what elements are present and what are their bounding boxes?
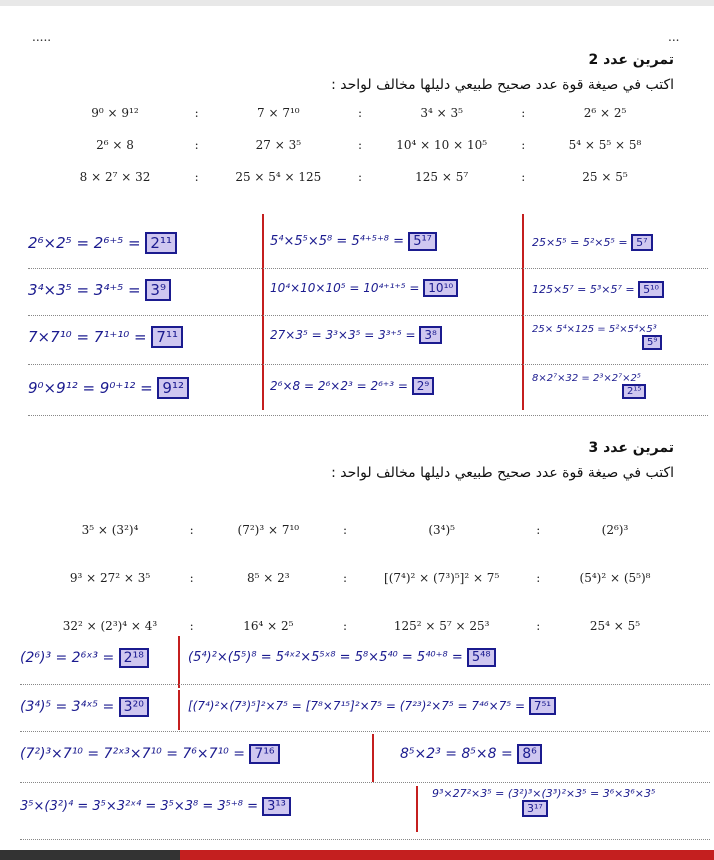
answer-box: 5¹⁷ <box>408 232 437 251</box>
answer-box: 5⁷ <box>631 234 652 251</box>
ex3-answer-right: 8⁵×2³ = 8⁵×8 = 8⁶ <box>400 744 542 764</box>
ex3-answer-left: 3⁵×(3²)⁴ = 3⁵×3²ˣ⁴ = 3⁵×3⁸ = 3⁵⁺⁸ = 3¹³ <box>20 797 291 816</box>
answer-box: 9¹² <box>157 377 189 399</box>
ex3-item: 32² × (2³)⁴ × 4³ <box>62 619 158 633</box>
ex2-row <box>60 170 660 202</box>
ex3-problem-grid <box>50 506 670 650</box>
ex3-item: 8⁵ × 2³ <box>247 571 290 585</box>
ex3-item: 125² × 5⁷ × 25³ <box>393 619 490 633</box>
ex3-row <box>50 554 670 602</box>
ex2-sep: : <box>357 138 363 152</box>
answer-box: 2¹⁵ <box>622 384 646 399</box>
ex2-answer-mid: 27×3⁵ = 3³×3⁵ = 3³⁺⁵ = 3⁸ <box>270 326 442 344</box>
ex2-sep: : <box>357 170 363 184</box>
ex2-sep: : <box>521 106 526 120</box>
ex3-sep: : <box>342 619 348 633</box>
top-dots-left: ..... <box>32 30 52 44</box>
ex2-answer-left: 2⁶×2⁵ = 2⁶⁺⁵ = 2¹¹ <box>28 232 177 254</box>
ex2-sep: : <box>194 138 199 152</box>
answer-box: 7⁵¹ <box>529 697 556 715</box>
ex3-title: تمرين عدد 3 <box>588 440 674 456</box>
ex2-answer-row <box>28 316 708 365</box>
ex2-sep: : <box>521 170 526 184</box>
ex2-sep: : <box>521 138 526 152</box>
ex3-sep: : <box>536 619 541 633</box>
ex2-answer-right: 25× 5⁴×125 = 5²×5⁴×5³ 5⁹ <box>532 324 662 350</box>
ex3-answer-left: (2⁶)³ = 2⁶ˣ³ = 2¹⁸ <box>20 648 149 668</box>
ex2-answer-right: 125×5⁷ = 5³×5⁷ = 5¹⁰ <box>532 281 664 298</box>
answer-box: 2¹¹ <box>145 232 177 254</box>
ex2-sep: : <box>194 106 199 120</box>
ex2-answer-mid: 10⁴×10×10⁵ = 10⁴⁺¹⁺⁵ = 10¹⁰ <box>270 279 458 297</box>
ex2-problem-grid <box>60 106 660 202</box>
ex3-item: (5⁴)² × (5⁵)⁸ <box>579 571 651 585</box>
ex2-item: 25 × 5⁴ × 125 <box>235 170 322 184</box>
ex2-instruction: اكتب في صيغة قوة عدد صحيح طبيعي دليلها مخالف لواحد : <box>331 77 674 93</box>
ex2-row <box>60 138 660 170</box>
ex2-item: 7 × 7¹⁰ <box>257 106 300 120</box>
answer-box: 3⁹ <box>145 279 171 301</box>
answer-box: 3¹³ <box>262 797 291 816</box>
ex2-answer-mid: 5⁴×5⁵×5⁸ = 5⁴⁺⁵⁺⁸ = 5¹⁷ <box>270 232 437 251</box>
ex2-item: 10⁴ × 10 × 10⁵ <box>396 138 488 152</box>
ex2-title: تمرين عدد 2 <box>588 52 674 68</box>
ex3-answer-right: 9³×27²×3⁵ = (3²)³×(3³)²×3⁵ = 3⁶×3⁶×3⁵ 3¹⁷ <box>432 787 656 815</box>
ex3-sep: : <box>536 571 541 585</box>
ex3-sep: : <box>189 523 194 537</box>
ex2-item: 2⁶ × 8 <box>96 138 134 152</box>
ex2-sep: : <box>357 106 363 120</box>
ex2-sep: : <box>194 170 199 184</box>
ex3-sep: : <box>536 523 541 537</box>
ex2-item: 9⁰ × 9¹² <box>91 106 139 120</box>
answer-box: 3⁸ <box>419 326 441 344</box>
answer-box: 2¹⁸ <box>119 648 149 668</box>
ex3-answer-row <box>20 783 710 840</box>
ex3-item: 3⁵ × (3²)⁴ <box>81 523 139 537</box>
ex2-answer-row <box>28 269 708 316</box>
ex2-item: 125 × 5⁷ <box>415 170 469 184</box>
bottom-strip-dark <box>0 850 180 860</box>
ex2-answers <box>28 224 708 416</box>
ex3-sep: : <box>342 523 348 537</box>
answer-box: 5¹⁰ <box>638 281 664 298</box>
ex3-answer-row <box>20 640 710 685</box>
ex2-answer-left: 9⁰×9¹² = 9⁰⁺¹² = 9¹² <box>28 377 189 399</box>
answer-box: 8⁶ <box>517 744 542 764</box>
ex3-answer-left: (3⁴)⁵ = 3⁴ˣ⁵ = 3²⁰ <box>20 697 149 717</box>
top-dots-right: ... <box>668 30 680 44</box>
answer-box: 3²⁰ <box>119 697 149 717</box>
ex2-answer-row <box>28 365 708 416</box>
ex3-answer-right: (5⁴)²×(5⁵)⁸ = 5⁴ˣ²×5⁵ˣ⁸ = 5⁸×5⁴⁰ = 5⁴⁰⁺⁸ = 5⁴⁸ <box>188 648 496 667</box>
ex2-answer-right: 8×2⁷×32 = 2³×2⁷×2⁵ 2¹⁵ <box>532 373 646 399</box>
answer-box: 2⁹ <box>412 377 434 395</box>
ex3-item: (3⁴)⁵ <box>428 523 455 537</box>
answer-box: 7¹⁶ <box>249 744 279 764</box>
ex2-item: 2⁶ × 2⁵ <box>583 106 627 120</box>
ex3-answer-right: [(7⁴)²×(7³)⁵]²×7⁵ = [7⁸×7¹⁵]²×7⁵ = (7²³)²×7⁵ = 7⁴⁶×7⁵ = 7⁵¹ <box>188 697 556 715</box>
ex2-item: 25 × 5⁵ <box>582 170 628 184</box>
answer-box: 5⁴⁸ <box>467 648 496 667</box>
ex3-answer-left: (7²)³×7¹⁰ = 7²ˣ³×7¹⁰ = 7⁶×7¹⁰ = 7¹⁶ <box>20 744 280 764</box>
ex3-item: [(7⁴)² × (7³)⁵]² × 7⁵ <box>384 571 500 585</box>
ex2-item: 27 × 3⁵ <box>255 138 302 152</box>
ex3-sep: : <box>342 571 348 585</box>
ex2-answer-left: 7×7¹⁰ = 7¹⁺¹⁰ = 7¹¹ <box>28 326 183 348</box>
ex2-answer-row <box>28 224 708 269</box>
ex2-answer-mid: 2⁶×8 = 2⁶×2³ = 2⁶⁺³ = 2⁹ <box>270 377 434 395</box>
ex3-answer-row <box>20 685 710 732</box>
ex3-item: (2⁶)³ <box>601 523 629 537</box>
ex2-answer-left: 3⁴×3⁵ = 3⁴⁺⁵ = 3⁹ <box>28 279 171 301</box>
answer-box: 10¹⁰ <box>423 279 458 297</box>
ex3-row <box>50 506 670 554</box>
ex3-sep: : <box>189 619 194 633</box>
ex3-item: (7²)³ × 7¹⁰ <box>237 523 300 537</box>
ex2-item: 5⁴ × 5⁵ × 5⁸ <box>568 138 642 152</box>
ex3-item: 9³ × 27² × 3⁵ <box>69 571 151 585</box>
answer-box: 7¹¹ <box>151 326 183 348</box>
answer-box: 3¹⁷ <box>522 800 548 817</box>
ex2-answer-right: 25×5⁵ = 5²×5⁵ = 5⁷ <box>532 234 653 251</box>
top-strip <box>0 0 714 6</box>
ex2-item: 8 × 2⁷ × 32 <box>79 170 151 184</box>
ex3-answer-row <box>20 732 710 783</box>
answer-box: 5⁹ <box>642 335 662 350</box>
ex3-item: 16⁴ × 2⁵ <box>243 619 294 633</box>
ex2-item: 3⁴ × 3⁵ <box>420 106 463 120</box>
ex3-instruction: اكتب في صيغة قوة عدد صحيح طبيعي دليلها مخالف لواحد : <box>331 465 674 481</box>
ex3-item: 25⁴ × 5⁵ <box>589 619 641 633</box>
ex2-row <box>60 106 660 138</box>
ex3-answers <box>20 640 710 840</box>
ex3-sep: : <box>189 571 194 585</box>
